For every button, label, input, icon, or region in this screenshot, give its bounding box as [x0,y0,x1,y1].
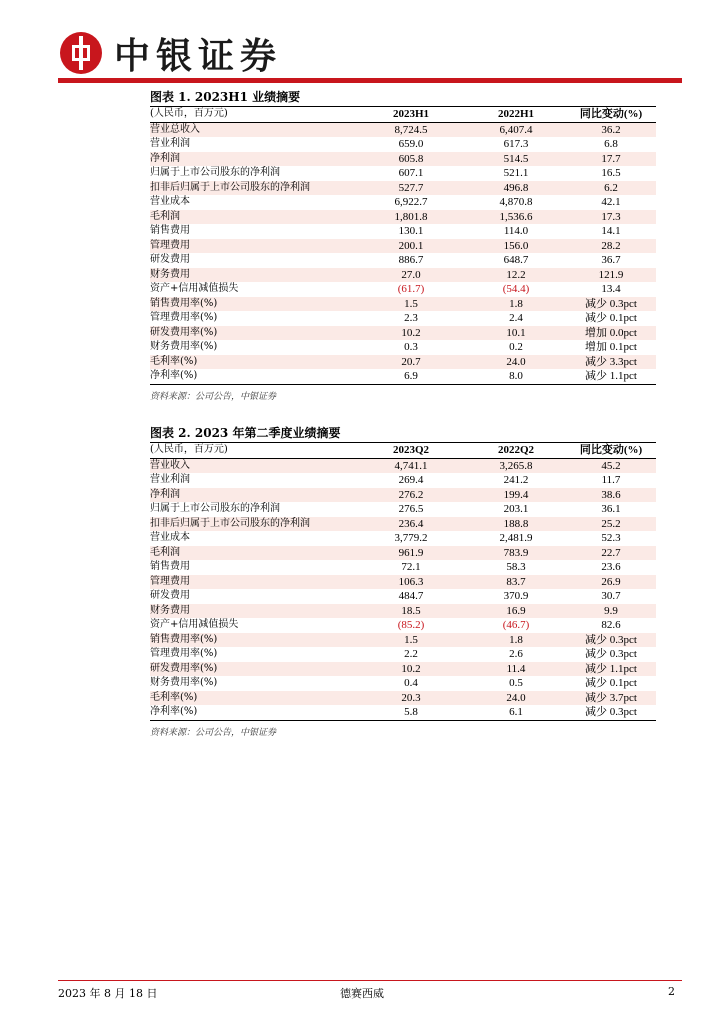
cell-value: 521.1 [503,167,529,179]
row-label: 管理费用率(%) [150,312,218,323]
cell-value: 203.1 [503,503,529,515]
cell-value: 2,481.9 [499,532,533,544]
table1-block [150,88,656,402]
row-label: 扣非后归属于上市公司股东的净利润 [150,517,356,532]
table-row [150,355,656,370]
table-row [150,604,656,619]
table-row [150,705,656,720]
cell-value: 269.4 [398,474,424,486]
cell-value: 24.0 [466,691,566,706]
cell-value: 82.6 [601,619,621,631]
cell-value: 1.5 [356,297,466,312]
cell-value: 20.3 [356,691,466,706]
row-label: 扣非后归属于上市公司股东的净利润 [150,181,356,196]
table-row [150,326,656,341]
table2-header-row [150,443,656,458]
table2-block [150,424,656,738]
cell-value: 42.1 [601,196,621,208]
cell-value: 14.1 [601,225,621,237]
row-label: 管理费用率(%) [150,648,218,659]
table-row [150,647,656,662]
cell-value: (46.7) [502,619,530,631]
row-label: 营业成本 [150,196,190,207]
table2-source: 资料来源：公司公告，中银证券 [150,727,277,738]
brand-name: 中银证券 [114,34,283,77]
cell-value: 3,265.8 [466,458,566,473]
cell-value: 36.2 [566,122,656,137]
table1-col-unit: (人民币，百万元) [150,107,356,122]
table-row [150,210,656,225]
cell-value: 236.4 [356,517,466,532]
cell-value: 22.7 [566,546,656,561]
cell-value: 484.7 [398,590,424,602]
cell-value: 241.2 [503,474,529,486]
table1-source: 资料来源：公司公告，中银证券 [150,391,277,402]
cell-value: 26.9 [566,575,656,590]
table-row [150,122,656,137]
cell-value: 1.5 [356,633,466,648]
cell-value: 659.0 [398,138,424,150]
cell-value: (61.7) [397,283,425,295]
table-row [150,676,656,691]
cell-value: 496.8 [466,181,566,196]
row-label: 归属于上市公司股东的净利润 [150,167,280,178]
row-label: 财务费用 [150,268,356,283]
cell-value: 减少 0.1pct [585,312,637,324]
cell-value: 514.5 [466,152,566,167]
table1-caption: 图表 1. 2023H1 业绩摘要 [150,90,301,104]
row-label: 管理费用 [150,575,356,590]
cell-value: 156.0 [466,239,566,254]
cell-value: 8.0 [466,369,566,384]
table-row [150,473,656,488]
table-row [150,546,656,561]
cell-value: 12.2 [466,268,566,283]
header-rule [58,78,682,83]
table-row [150,488,656,503]
cell-value: 10.2 [356,662,466,677]
cell-value: 6.1 [466,705,566,720]
table-row [150,589,656,604]
table-row [150,239,656,254]
row-label: 资产+信用减值损失 [150,619,239,630]
table-row [150,268,656,283]
table-row [150,224,656,239]
cell-value: 23.6 [601,561,621,573]
cell-value: 783.9 [466,546,566,561]
cell-value: 607.1 [398,167,424,179]
cell-value: 72.1 [401,561,421,573]
row-label: 资产+信用减值损失 [150,283,239,294]
table-row [150,633,656,648]
row-label: 研发费用 [150,254,190,265]
cell-value: 121.9 [566,268,656,283]
footer-rule [58,980,682,981]
table-row [150,282,656,297]
footer-page-number: 2 [668,985,675,998]
table1-header-row [150,107,656,122]
footer-company: 德赛西威 [340,987,384,1000]
table2 [150,443,656,721]
row-label: 毛利润 [150,210,356,225]
cell-value: 17.7 [566,152,656,167]
footer-date: 2023 年 8 月 18 日 [58,987,158,1000]
row-label: 财务费用率(%) [150,341,218,352]
table1-col-change: 同比变动(%) [566,107,656,122]
cell-value: 减少 0.1pct [585,677,637,689]
cell-value: 减少 3.7pct [566,691,656,706]
cell-value: 2.6 [509,648,523,660]
table-row [150,137,656,152]
cell-value: 10.1 [466,326,566,341]
table-row [150,517,656,532]
row-label: 销售费用 [150,225,190,236]
cell-value: 188.8 [466,517,566,532]
cell-value: 10.2 [356,326,466,341]
table-row [150,662,656,677]
row-label: 营业利润 [150,138,190,149]
cell-value: 11.7 [601,474,621,486]
cell-value: 38.6 [566,488,656,503]
table-row [150,152,656,167]
cell-value: 617.3 [503,138,529,150]
cell-value: 4,741.1 [356,458,466,473]
cell-value: 1.8 [466,297,566,312]
table-row [150,502,656,517]
table1-col-prior: 2022H1 [466,107,566,122]
cell-value: 13.4 [601,283,621,295]
cell-value: 减少 0.3pct [566,633,656,648]
table-row [150,181,656,196]
cell-value: 6,407.4 [466,122,566,137]
table2-col-unit: (人民币，百万元) [150,443,356,458]
cell-value: 2.4 [509,312,523,324]
row-label: 研发费用率(%) [150,326,356,341]
table1 [150,107,656,385]
cell-value: 11.4 [466,662,566,677]
cell-value: 0.4 [404,677,418,689]
cell-value: 18.5 [356,604,466,619]
cell-value: 886.7 [398,254,424,266]
cell-value: 370.9 [503,590,529,602]
table-row [150,691,656,706]
row-label: 管理费用 [150,239,356,254]
table-row [150,297,656,312]
table-row [150,369,656,384]
cell-value: 16.9 [466,604,566,619]
cell-value: 648.7 [503,254,529,266]
row-label: 财务费用 [150,604,356,619]
row-label: 净利润 [150,152,356,167]
cell-value: 5.8 [356,705,466,720]
cell-value: 4,870.8 [499,196,533,208]
cell-value: 276.5 [398,503,424,515]
row-label: 销售费用 [150,561,190,572]
table2-col-current: 2023Q2 [356,443,466,458]
row-label: 净利润 [150,488,356,503]
table-row [150,311,656,326]
cell-value: 25.2 [566,517,656,532]
row-label: 营业总收入 [150,122,356,137]
cell-value: 3,779.2 [394,532,428,544]
cell-value: 0.5 [509,677,523,689]
row-label: 销售费用率(%) [150,633,356,648]
row-label: 毛利率(%) [150,355,356,370]
cell-value: 增加 0.0pct [566,326,656,341]
table2-col-change: 同比变动(%) [566,443,656,458]
cell-value: 0.3 [404,341,418,353]
cell-value: 605.8 [356,152,466,167]
cell-value: 6.2 [566,181,656,196]
cell-value: 17.3 [566,210,656,225]
cell-value: 961.9 [356,546,466,561]
bank-logo-icon [60,32,102,74]
row-label: 归属于上市公司股东的净利润 [150,503,280,514]
cell-value: 8,724.5 [356,122,466,137]
cell-value: 增加 0.1pct [585,341,637,353]
row-label: 营业成本 [150,532,190,543]
row-label: 销售费用率(%) [150,297,356,312]
cell-value: 30.7 [601,590,621,602]
cell-value: 6.8 [604,138,618,150]
cell-value: 106.3 [356,575,466,590]
cell-value: 减少 1.1pct [566,662,656,677]
cell-value: 2.3 [404,312,418,324]
cell-value: 6,922.7 [394,196,428,208]
cell-value: 减少 1.1pct [566,369,656,384]
cell-value: 114.0 [503,225,529,237]
table2-caption: 图表 2. 2023 年第二季度业绩摘要 [150,426,341,440]
cell-value: 24.0 [466,355,566,370]
cell-value: 52.3 [601,532,621,544]
cell-value: 1,536.6 [466,210,566,225]
cell-value: 减少 3.3pct [566,355,656,370]
cell-value: 200.1 [356,239,466,254]
cell-value: 9.9 [566,604,656,619]
row-label: 净利率(%) [150,369,356,384]
cell-value: 减少 0.3pct [566,705,656,720]
table-row [150,531,656,546]
row-label: 研发费用 [150,590,190,601]
cell-value: 16.5 [601,167,621,179]
row-label: 营业收入 [150,458,356,473]
cell-value: 130.1 [398,225,424,237]
cell-value: 28.2 [566,239,656,254]
table-row [150,618,656,633]
cell-value: 276.2 [356,488,466,503]
cell-value: 527.7 [356,181,466,196]
cell-value: 36.7 [601,254,621,266]
row-label: 财务费用率(%) [150,677,218,688]
cell-value: (85.2) [397,619,425,631]
page-header [60,28,282,78]
table-row [150,340,656,355]
cell-value: (54.4) [502,283,530,295]
cell-value: 1.8 [466,633,566,648]
table-row [150,195,656,210]
table-row [150,458,656,473]
cell-value: 27.0 [356,268,466,283]
cell-value: 减少 0.3pct [585,648,637,660]
cell-value: 45.2 [566,458,656,473]
cell-value: 58.3 [506,561,526,573]
row-label: 毛利润 [150,546,356,561]
table1-col-current: 2023H1 [356,107,466,122]
row-label: 营业利润 [150,474,190,485]
cell-value: 2.2 [404,648,418,660]
row-label: 毛利率(%) [150,691,356,706]
table-row [150,575,656,590]
cell-value: 20.7 [356,355,466,370]
row-label: 研发费用率(%) [150,662,356,677]
table-row [150,166,656,181]
cell-value: 6.9 [356,369,466,384]
cell-value: 83.7 [466,575,566,590]
cell-value: 199.4 [466,488,566,503]
row-label: 净利率(%) [150,705,356,720]
table-row [150,253,656,268]
table-row [150,560,656,575]
cell-value: 36.1 [601,503,621,515]
cell-value: 0.2 [509,341,523,353]
cell-value: 1,801.8 [356,210,466,225]
cell-value: 减少 0.3pct [566,297,656,312]
table2-col-prior: 2022Q2 [466,443,566,458]
